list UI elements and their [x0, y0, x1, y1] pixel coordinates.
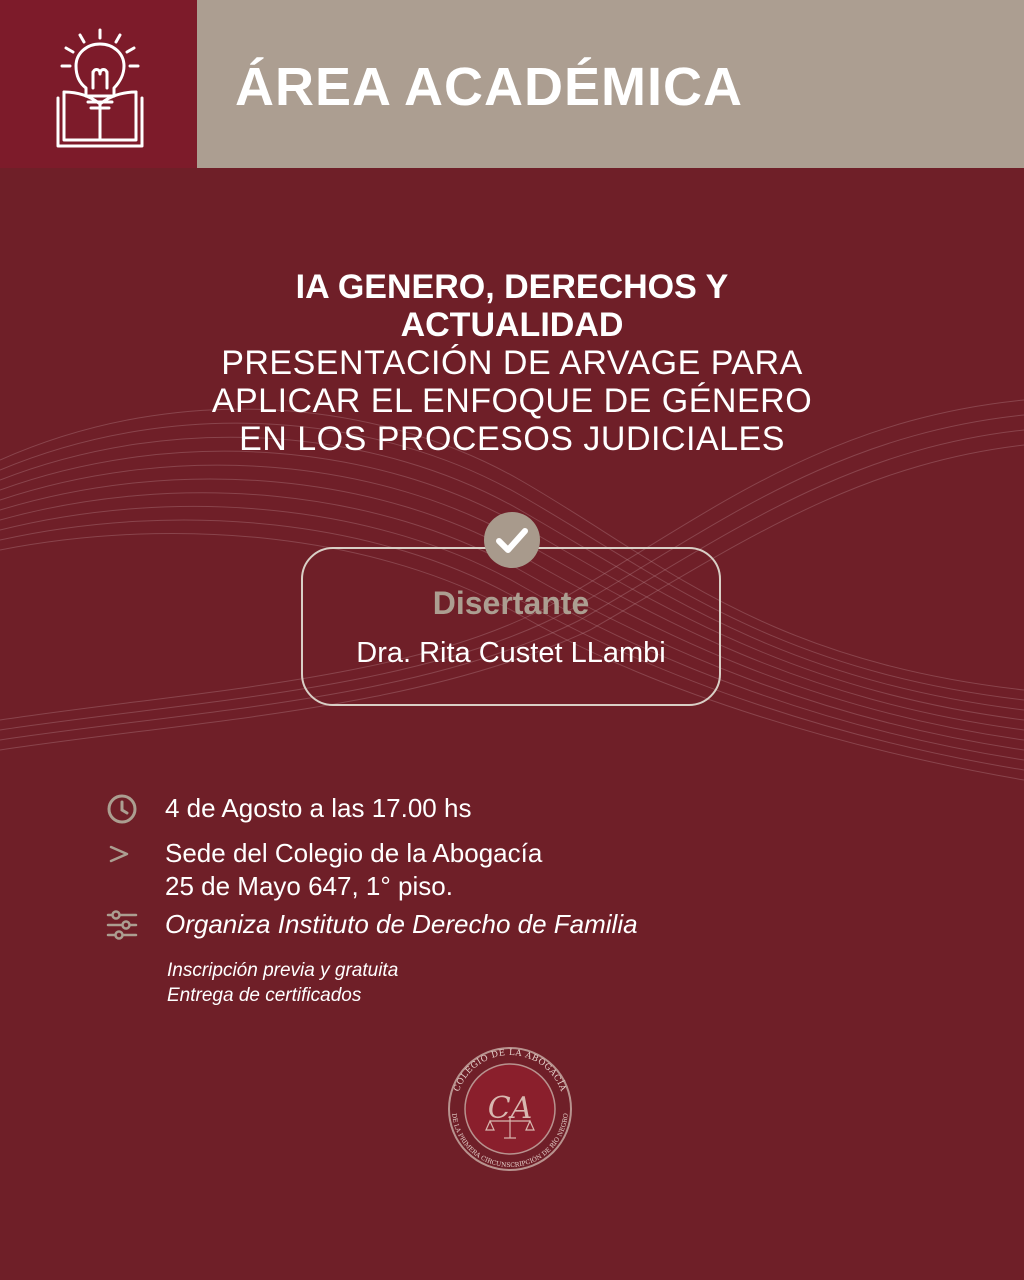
college-seal-logo: [434, 1046, 586, 1172]
chevron-right-icon: [108, 844, 132, 864]
note-certificates: Entrega de certificados: [167, 985, 362, 1006]
lightbulb-book-icon: [0, 0, 197, 168]
organizer: Organiza Instituto de Derecho de Familia: [165, 909, 638, 939]
seal-text-bottom: DE LA PRIMERA CIRCUNSCRIPCIÓN DE RÍO NEGRO: [450, 1112, 570, 1170]
seal-text-top: COLEGIO DE LA ABOGACÍA: [452, 1047, 568, 1094]
check-icon: [484, 512, 540, 568]
event-subtitle-line2: APLICAR EL ENFOQUE DE GÉNERO: [211, 382, 813, 420]
event-title-line2: ACTUALIDAD: [400, 306, 624, 344]
note-registration: Inscripción previa y gratuita: [167, 960, 399, 981]
event-title-block: [112, 268, 912, 458]
event-datetime: 4 de Agosto a las 17.00 hs: [165, 793, 472, 823]
check-badge: [484, 512, 540, 568]
sliders-icon: [106, 910, 138, 940]
event-title-line1: IA GENERO, DERECHOS Y: [295, 268, 729, 306]
area-title: ÁREA ACADÉMICA: [235, 57, 743, 117]
venue-line2: 25 de Mayo 647, 1° piso.: [165, 871, 453, 901]
event-subtitle-line1: PRESENTACIÓN DE ARVAGE PARA: [221, 344, 803, 382]
speaker-heading: Disertante: [432, 585, 590, 621]
seal-monogram: CA: [487, 1091, 533, 1126]
clock-icon: [106, 793, 138, 825]
notes: [167, 958, 398, 1008]
event-subtitle-line3: EN LOS PROCESOS JUDICIALES: [239, 420, 785, 458]
speaker-box: [301, 547, 721, 706]
venue-line1: Sede del Colegio de la Abogacía: [165, 838, 543, 868]
header-icon-panel: [0, 0, 197, 168]
speaker-name: Dra. Rita Custet LLambi: [356, 637, 666, 669]
